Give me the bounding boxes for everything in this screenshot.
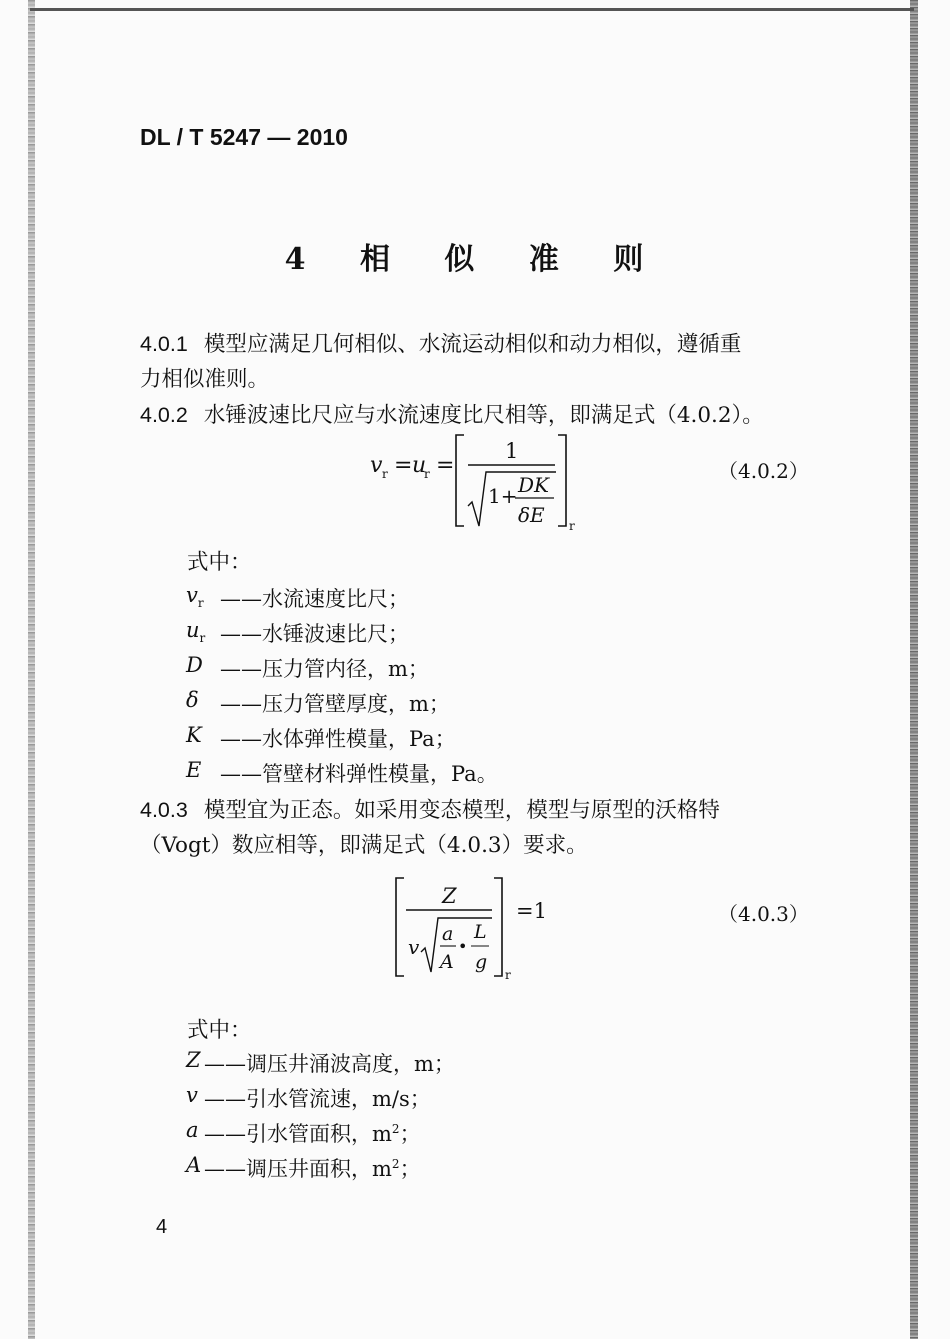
scan-edge-left (28, 0, 35, 1339)
formula-L: L (474, 921, 487, 943)
def-symbol: a (186, 1118, 199, 1142)
formula-outer-sub: r (569, 519, 575, 533)
def-symbol: $u_r$ (186, 618, 206, 646)
clause-4-0-1-continued: 力相似准则。 (140, 367, 270, 392)
formula-frac-den: δE (518, 503, 545, 527)
def-text: ——调压井面积，$m^2$； (204, 1157, 421, 1181)
document-code: DL / T 5247 — 2010 (140, 124, 348, 150)
equation-number-4-0-3: （4.0.3） (718, 902, 809, 926)
clause-4-0-3 (140, 793, 720, 824)
def-symbol: δ (186, 688, 199, 712)
formula-lhs: v (370, 453, 383, 478)
formula-4-0-2 (360, 430, 600, 535)
scan-edge-top (30, 8, 914, 11)
clause-text: 水锤波速比尺应与水流速度比尺相等，即满足式（4.0.2）。 (203, 403, 764, 428)
formula-rhs: =1 (516, 899, 547, 923)
clause-number: 4.0.3 (140, 798, 188, 822)
formula-frac-num: DK (518, 473, 549, 497)
formula-numerator: Z (442, 884, 457, 908)
chapter-title: 4 相 似 准 则 (284, 242, 666, 277)
def-text: ——水体弹性模量，Pa； (220, 727, 456, 751)
formula-equals-1: = (394, 453, 413, 478)
def-symbol: v (186, 1083, 198, 1107)
def-symbol: K (186, 723, 202, 747)
def-text: ——引水管流速，m/s； (204, 1087, 431, 1111)
page-number: 4 (156, 1216, 168, 1238)
formula-mid-sub: r (424, 467, 430, 481)
left-bracket (456, 435, 464, 526)
clause-number: 4.0.1 (140, 332, 188, 356)
formula-mid: u (412, 453, 427, 478)
clause-4-0-1 (140, 327, 741, 358)
formula-A: A (440, 951, 454, 973)
clause-4-0-3-continued: （Vogt）数应相等，即满足式（4.0.3）要求。 (140, 833, 588, 858)
right-bracket (494, 878, 502, 976)
formula-numerator: 1 (505, 439, 519, 463)
def-text: ——压力管内径，m； (220, 657, 429, 681)
formula-lhs-sub: r (382, 467, 388, 481)
def-symbol: A (186, 1153, 202, 1177)
formula-4-0-3 (390, 872, 570, 982)
clause-text: 模型宜为正态。如采用变态模型，模型与原型的沃格特 (203, 798, 720, 823)
def-text: ——引水管面积，$m^2$； (204, 1122, 421, 1146)
def-symbol: E (186, 758, 202, 782)
def-symbol: Z (186, 1048, 201, 1072)
formula-outer-sub: r (505, 968, 511, 982)
formula-one-plus: 1+ (488, 484, 518, 508)
formula-g: g (475, 951, 488, 973)
formula-a: a (442, 923, 454, 945)
right-bracket (558, 435, 566, 526)
def-symbol: $v_r$ (186, 583, 204, 611)
formula-v: v (408, 935, 420, 959)
equation-number-4-0-2: （4.0.2） (718, 459, 809, 483)
def-text: ——管壁材料弹性模量，Pa。 (220, 762, 498, 786)
scan-edge-right (910, 0, 918, 1339)
where-label-2: 式中： (187, 1018, 252, 1043)
formula-dot: • (458, 937, 468, 956)
where-label-1: 式中： (187, 550, 252, 575)
def-text: ——调压井涌波高度，m； (204, 1052, 455, 1076)
left-bracket (396, 878, 404, 976)
clause-4-0-2 (140, 398, 764, 429)
formula-equals-2: = (436, 453, 455, 478)
def-text: ——压力管壁厚度，m； (220, 692, 450, 716)
def-text: ——水流速度比尺； (220, 587, 409, 611)
clause-number: 4.0.2 (140, 403, 188, 427)
clause-text: 模型应满足几何相似、水流运动相似和动力相似，遵循重 (203, 332, 742, 357)
def-text: ——水锤波速比尺； (220, 622, 409, 646)
def-symbol: D (186, 653, 203, 677)
